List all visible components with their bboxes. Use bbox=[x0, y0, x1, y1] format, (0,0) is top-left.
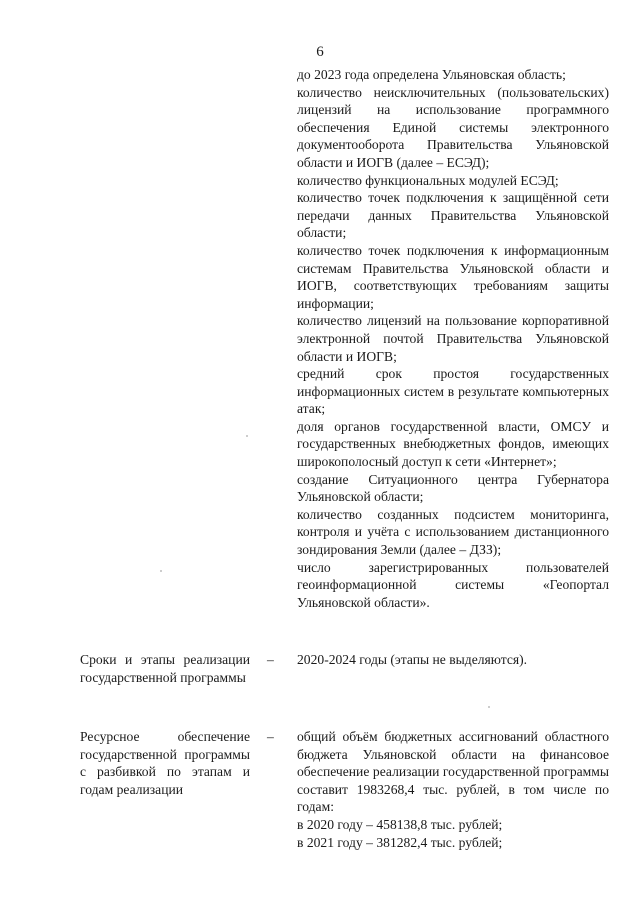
indicator-item: до 2023 года определена Ульяновская область; bbox=[297, 67, 566, 82]
indicator-item: доля органов государственной власти, ОМСУ и государственных внебюджетных фондов, имеющих широкополосный доступ к сети «Интернет»; bbox=[297, 418, 609, 470]
indicator-item: количество точек подключения к защищённой сети передачи данных Правительства Ульяновской области; bbox=[297, 190, 609, 241]
resources-line: общий объём бюджетных ассигнований областного бюджета Ульяновской области на финансовое обеспечение реализации государственной программы составит 1983268,4 тыс. рублей, в том числе по годам: bbox=[297, 729, 609, 815]
indicator-item: количество лицензий на пользование корпоративной электронной почтой Правительства Ульяновской области и ИОГВ; bbox=[297, 313, 609, 364]
terms-value bbox=[297, 651, 609, 669]
indicator-item: количество неисключительных (пользовательских) лицензий на использование программного обеспечения Единой системы электронного документооборота Правительства Ульяновской области и ИОГВ (далее – ЕСЭД); bbox=[297, 84, 609, 170]
indicator-item: количество точек подключения к информационным системам Правительства Ульяновской области и ИОГВ, соответствующих требованиям защиты информации; bbox=[297, 242, 609, 311]
scan-speck bbox=[160, 570, 162, 572]
terms-label: Сроки и этапы реализации государственной программы bbox=[80, 652, 250, 685]
indicator-item: количество созданных подсистем мониторинга, контроля и учёта с использованием дистанционного зондирования Земли (далее – ДЗЗ); bbox=[297, 506, 609, 558]
indicator-item: создание Ситуационного центра Губернатора Ульяновской области; bbox=[297, 471, 609, 505]
scan-speck bbox=[246, 435, 248, 437]
indicator-item: количество функциональных модулей ЕСЭД; bbox=[297, 172, 559, 188]
terms-dash: – bbox=[267, 652, 274, 667]
indicator-item: число зарегистрированных пользователей геоинформационной системы «Геопортал Ульяновской области». bbox=[297, 559, 609, 610]
indicator-item: средний срок простоя государственных информационных систем в результате компьютерных атак; bbox=[297, 366, 609, 417]
resources-label: Ресурсное обеспечение государственной программы с разбивкой по этапам и годам реализации bbox=[80, 729, 250, 797]
resources-line: в 2020 году – 458138,8 тыс. рублей; bbox=[297, 816, 503, 832]
resources-dash: – bbox=[267, 729, 274, 744]
resources-line: в 2021 году – 381282,4 тыс. рублей; bbox=[297, 834, 503, 850]
scan-speck bbox=[488, 706, 490, 708]
indicators-block bbox=[297, 66, 609, 611]
page-number: 6 bbox=[316, 44, 324, 60]
terms-value-text: 2020-2024 годы (этапы не выделяются). bbox=[297, 652, 528, 667]
resources-value bbox=[297, 728, 609, 851]
